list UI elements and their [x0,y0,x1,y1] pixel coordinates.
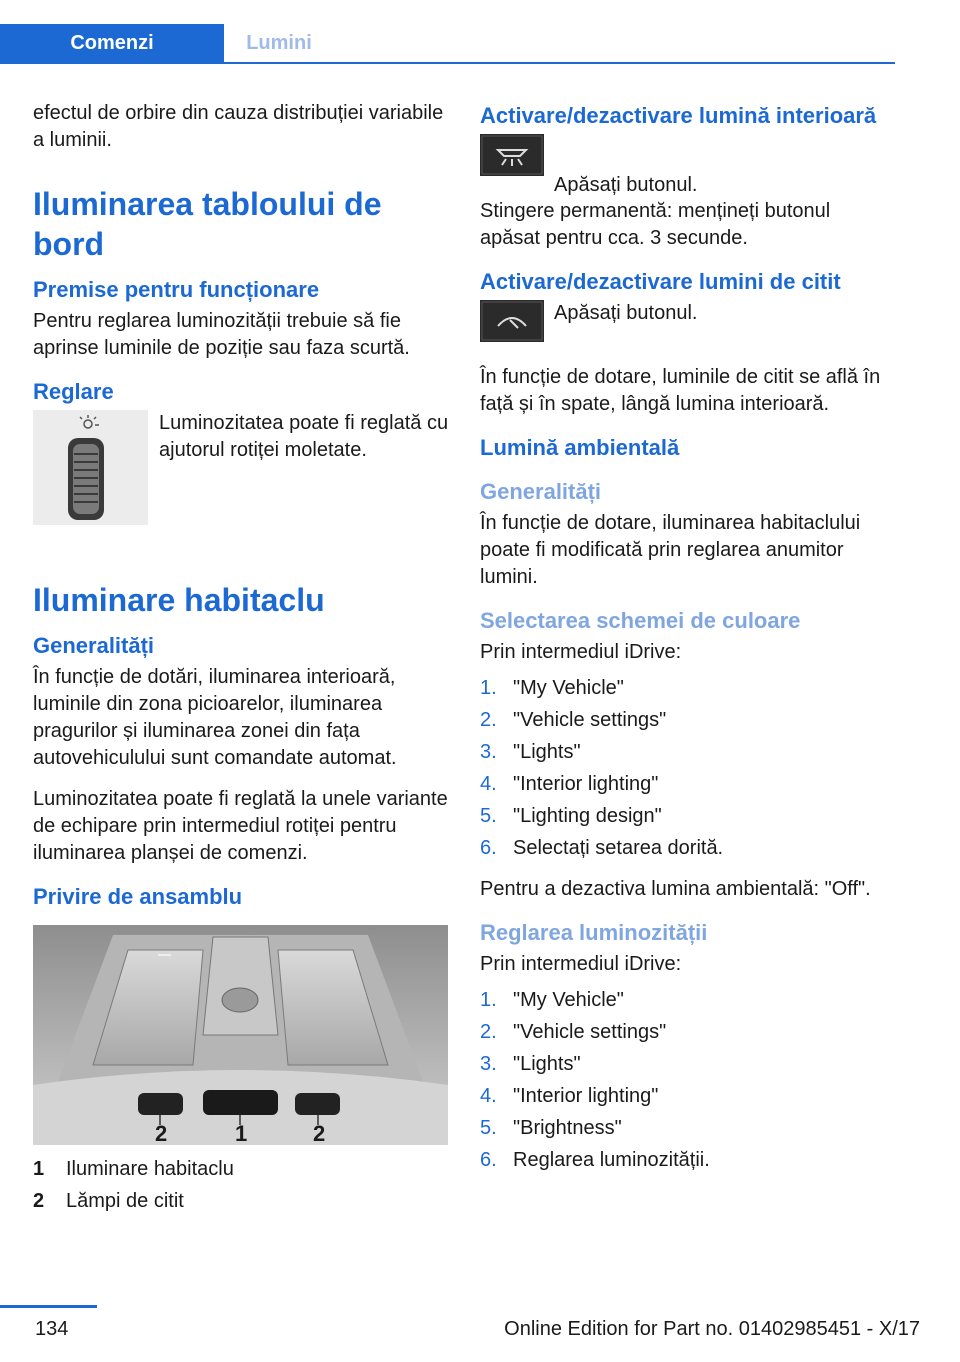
list-item [480,1048,892,1080]
step-text: "My Vehicle" [513,989,624,1011]
brightness-intro: Prin intermediul iDrive: [480,953,682,975]
photo-legend [33,1153,448,1217]
list-item [480,984,892,1016]
reading-light-icon [480,300,544,342]
reading-location-text: În funcție de dotare, luminile de citit se află în față și în spate, lângă lumina interioară. [480,366,881,415]
color-scheme-intro: Prin intermediul iDrive: [480,641,682,663]
list-item [480,1112,892,1144]
step-text: "Interior lighting" [513,773,659,795]
chapter-tab-bar [0,24,895,64]
legend-number: 1 [33,1158,45,1180]
step-number: 5. [480,805,497,827]
interior-light-heading: Activare/dezactivare lumină interioară [480,103,877,128]
prereq-heading: Premise pentru funcționare [33,277,320,302]
list-item [480,1144,892,1176]
step-text: "Interior lighting" [513,1085,659,1107]
interior-light-button-image [480,134,544,176]
step-number: 1. [480,677,497,699]
step-text: "Lights" [513,741,581,763]
list-item [480,768,892,800]
step-number: 3. [480,1053,497,1075]
page-number: 134 [35,1318,69,1340]
list-item [480,672,892,704]
step-number: 5. [480,1117,497,1139]
reading-light-heading: Activare/dezactivare lumini de citit [480,269,841,294]
step-number: 1. [480,989,497,1011]
adjust-heading: Reglare [33,379,114,404]
ambient-light-heading: Lumină ambientală [480,435,680,460]
step-number: 4. [480,1085,497,1107]
list-item [480,1016,892,1048]
tab-lumini[interactable]: Lumini [246,32,312,54]
left-column [33,100,448,1217]
legend-text: Iluminare habitaclu [66,1158,234,1180]
step-number: 6. [480,837,497,859]
ambient-general-heading: Generalități [480,479,602,504]
legend-number: 2 [33,1190,45,1212]
overview-heading: Privire de ansamblu [33,884,243,909]
ambient-general-text: În funcție de dotare, iluminarea habitaclului poate fi modificată prin reglarea anumitor lumini. [480,512,861,588]
step-text: "My Vehicle" [513,677,624,699]
adjust-block [33,410,448,530]
photo-label-left: 2 [155,1121,168,1145]
legend-item [33,1153,448,1185]
brightness-heading: Reglarea luminozității [480,920,708,945]
list-item [480,832,892,864]
step-number: 6. [480,1149,497,1171]
intro-text: efectul de orbire din cauza distribuției variabile a luminii. [33,102,444,151]
cabin-general-text-2: Luminozitatea poate fi reglată la unele variante de echipare prin intermediul rotiței pentru iluminarea planșei de comenzi. [33,788,448,864]
prereq-text: Pentru reglarea luminozității trebuie să fie aprinse luminile de poziție sau faza scurtă. [33,310,410,359]
interior-press-text: Apăsați butonul. [554,174,698,196]
interior-light-icon [480,134,544,176]
cabin-general-text-1: În funcție de dotări, iluminarea interioară, luminile din zona picioarelor, iluminarea pragurilor și iluminarea zonei din fața autovehiculului sunt comandate automat. [33,666,397,769]
overhead-console-photo [33,925,448,1145]
list-item [480,800,892,832]
thumbwheel-icon [33,410,148,525]
step-text: "Vehicle settings" [513,1021,667,1043]
footer-accent-line [0,1305,97,1308]
thumbwheel-image [33,410,148,525]
tab-comenzi[interactable]: Comenzi [0,24,224,62]
color-scheme-steps [480,672,892,864]
step-number: 3. [480,741,497,763]
photo-label-center: 1 [235,1121,248,1145]
interior-button-block [480,134,892,196]
reading-light-button-image [480,300,544,342]
edition-text: Online Edition for Part no. 01402985451 - X/17 [504,1318,920,1340]
step-text: Reglarea luminozității. [513,1149,710,1171]
step-number: 2. [480,1021,497,1043]
reading-press-text: Apăsați butonul. [554,302,698,324]
brightness-steps [480,984,892,1176]
step-text: "Vehicle settings" [513,709,667,731]
dashboard-lighting-title: Iluminarea tabloului de bord [33,186,382,262]
step-text: "Brightness" [513,1117,622,1139]
cabin-general-heading: Generalități [33,633,155,658]
color-scheme-note: Pentru a dezactiva lumina ambientală: "Off". [480,878,871,900]
list-item [480,704,892,736]
right-column [480,100,892,1188]
step-text: "Lighting design" [513,805,662,827]
list-item [480,736,892,768]
list-item [480,1080,892,1112]
cabin-lighting-title: Iluminare habitaclu [33,582,325,618]
interior-off-text: Stingere permanentă: mențineți butonul apăsat pentru cca. 3 secunde. [480,200,831,249]
legend-item [33,1185,448,1217]
step-text: "Lights" [513,1053,581,1075]
legend-text: Lămpi de citit [66,1190,184,1212]
overhead-console-icon [33,925,448,1145]
adjust-text: Luminozitatea poate fi reglată cu ajutorul rotiței moletate. [159,412,449,461]
step-text: Selectați setarea dorită. [513,837,724,859]
photo-label-right: 2 [313,1121,326,1145]
color-scheme-heading: Selectarea schemei de culoare [480,608,801,633]
step-number: 4. [480,773,497,795]
reading-button-block [480,300,892,350]
step-number: 2. [480,709,497,731]
